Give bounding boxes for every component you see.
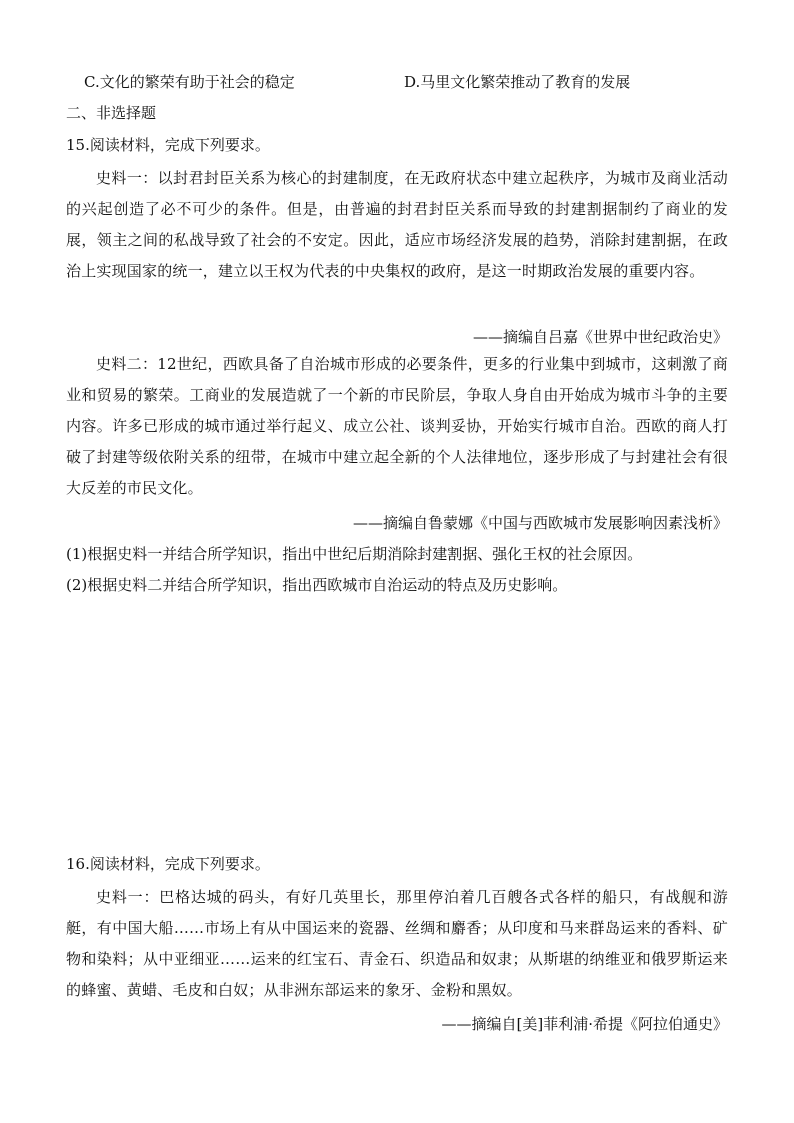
question-15-sub-2: (2)根据史料二并结合所学知识，指出西欧城市自治运动的特点及历史影响。	[66, 576, 568, 594]
question-16-prompt: 16.阅读材料，完成下列要求。	[66, 855, 270, 873]
option-d: D.马里文化繁荣推动了教育的发展	[404, 73, 631, 91]
option-c: C.文化的繁荣有助于社会的稳定	[84, 73, 295, 91]
question-16-material-1: 史料一：巴格达城的码头，有好几英里长，那里停泊着几百艘各式各样的船只，有战舰和游艇，有中国大船……市场上有从中国运来的瓷器、丝绸和麝香；从印度和马来群岛运来的香料、矿物和染料；从中亚细亚……运来的红宝石、青金石、织造品和奴隶；从斯堪的纳维亚和俄罗斯运来的蜂蜜、黄蜡、毛皮和白奴；从非洲东部运来的象牙、金粉和黑奴。	[66, 888, 728, 999]
section-title: 二、非选择题	[66, 104, 157, 122]
question-16-source-1: ——摘编自[美]菲利浦·希提《阿拉伯通史》	[441, 1015, 728, 1033]
question-15-prompt: 15.阅读材料，完成下列要求。	[66, 136, 270, 154]
question-15-source-2: ——摘编自鲁蒙娜《中国与西欧城市发展影响因素浅析》	[352, 514, 728, 532]
question-15-sub-1: (1)根据史料一并结合所学知识，指出中世纪后期消除封建割据、强化王权的社会原因。	[66, 545, 643, 563]
question-15-material-1: 史料一：以封君封臣关系为核心的封建制度，在无政府状态中建立起秩序，为城市及商业活动的兴起创造了必不可少的条件。但是，由普遍的封君封臣关系而导致的封建割据制约了商业的发展，领主之间的私战导致了社会的不安定。因此，适应市场经济发展的趋势，消除封建割据，在政治上实现国家的统一，建立以王权为代表的中央集权的政府，是这一时期政治发展的重要内容。	[66, 169, 728, 280]
question-15-material-2: 史料二：12世纪，西欧具备了自治城市形成的必要条件，更多的行业集中到城市，这刺激了商业和贸易的繁荣。工商业的发展造就了一个新的市民阶层，争取人身自由开始成为城市斗争的主要内容。许多已形成的城市通过举行起义、成立公社、谈判妥协，开始实行城市自治。西欧的商人打破了封建等级依附关系的纽带，在城市中建立起全新的个人法律地位，逐步形成了与封建社会有很大反差的市民文化。	[66, 355, 728, 497]
question-15-source-1: ——摘编自吕嘉《世界中世纪政治史》	[472, 328, 728, 346]
